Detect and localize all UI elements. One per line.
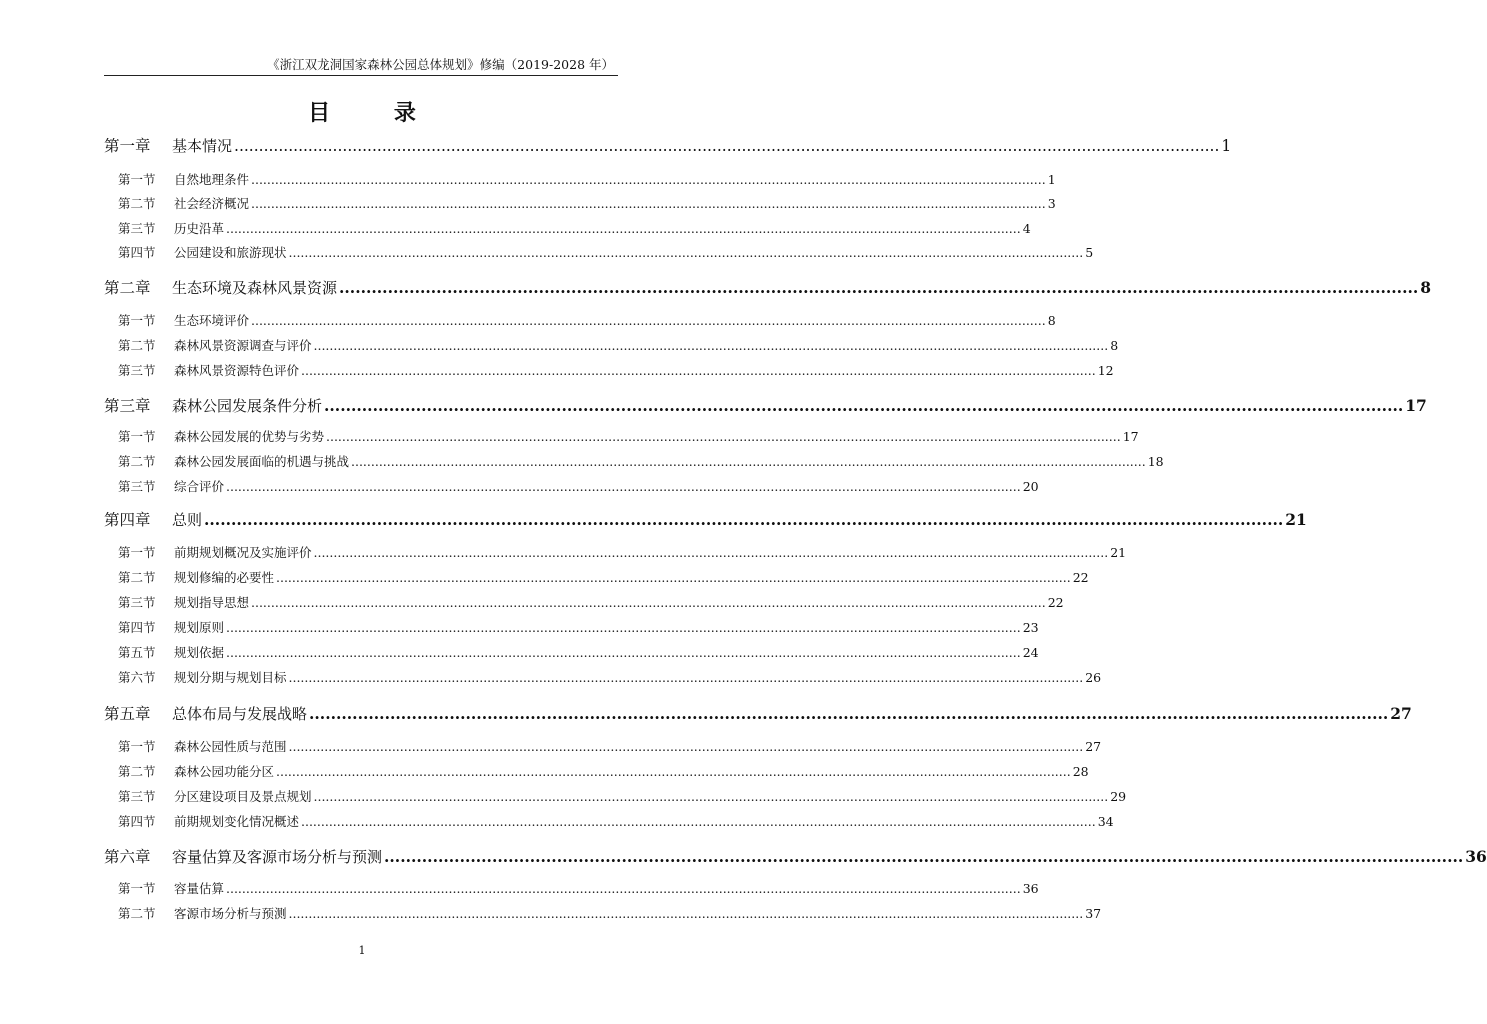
section-title: 规划指导思想 xyxy=(174,595,250,610)
toc-section-entry[interactable] xyxy=(118,568,1089,588)
section-title: 生态环境评价 xyxy=(174,313,250,328)
page-ref: 8 xyxy=(1420,278,1432,297)
dot-leader: ........................................................................................................................................................................................................ xyxy=(288,739,1084,754)
section-number: 第二节 xyxy=(118,338,156,353)
dot-leader: ........................................................................................................................................................................................................ xyxy=(288,906,1084,921)
toc-section-entry[interactable] xyxy=(118,243,1094,263)
section-title: 森林公园功能分区 xyxy=(174,764,275,779)
section-title: 森林风景资源特色评价 xyxy=(174,363,300,378)
section-number: 第四节 xyxy=(118,245,156,260)
page-ref: 28 xyxy=(1072,764,1089,779)
section-title: 前期规划概况及实施评价 xyxy=(174,545,312,560)
toc-section-entry[interactable] xyxy=(118,737,1102,757)
dot-leader: ........................................................................................................................................................................................................ xyxy=(288,670,1084,685)
dot-leader: ........................................................................................................................................................................................................ xyxy=(204,510,1284,529)
dot-leader: ........................................................................................................................................................................................................ xyxy=(276,764,1071,779)
section-title: 客源市场分析与预测 xyxy=(174,906,287,921)
dot-leader: ........................................................................................................................................................................................................ xyxy=(276,570,1071,585)
chapter-title: 森林公园发展条件分析 xyxy=(172,397,323,415)
dot-leader: ........................................................................................................................................................................................................ xyxy=(226,479,1021,494)
section-number: 第一节 xyxy=(118,313,156,328)
page-ref: 17 xyxy=(1122,429,1139,444)
page-ref: 18 xyxy=(1147,454,1164,469)
page-ref: 12 xyxy=(1097,363,1114,378)
toc-section-entry[interactable] xyxy=(118,336,1119,356)
chapter-title: 生态环境及森林风景资源 xyxy=(172,279,338,297)
section-number: 第六节 xyxy=(118,670,156,685)
section-title: 自然地理条件 xyxy=(174,172,250,187)
section-number: 第五节 xyxy=(118,645,156,660)
toc-section-entry[interactable] xyxy=(118,361,1114,381)
section-number: 第二节 xyxy=(118,570,156,585)
running-header: 《浙江双龙洞国家森林公园总体规划》修编（2019-2028 年） xyxy=(104,54,618,76)
dot-leader: ........................................................................................................................................................................................................ xyxy=(301,363,1096,378)
toc-section-entry[interactable] xyxy=(118,643,1039,663)
section-number: 第二节 xyxy=(118,764,156,779)
toc-section-entry[interactable] xyxy=(118,477,1039,497)
page-title: 目 录 xyxy=(308,101,444,126)
dot-leader: ........................................................................................................................................................................................................ xyxy=(226,645,1021,660)
dot-leader: ........................................................................................................................................................................................................ xyxy=(301,814,1096,829)
section-title: 社会经济概况 xyxy=(174,196,250,211)
section-title: 分区建设项目及景点规划 xyxy=(174,789,312,804)
page-ref: 22 xyxy=(1072,570,1089,585)
toc-section-entry[interactable] xyxy=(118,452,1164,472)
section-number: 第四节 xyxy=(118,620,156,635)
page-ref: 8 xyxy=(1047,313,1056,328)
toc-section-entry[interactable] xyxy=(118,879,1039,899)
section-title: 森林公园发展面临的机遇与挑战 xyxy=(174,454,350,469)
page-ref: 27 xyxy=(1390,704,1412,723)
section-title: 规划修编的必要性 xyxy=(174,570,275,585)
section-number: 第三节 xyxy=(118,479,156,494)
dot-leader: ........................................................................................................................................................................................................ xyxy=(251,313,1046,328)
section-number: 第一节 xyxy=(118,881,156,896)
toc-section-entry[interactable] xyxy=(118,311,1056,331)
toc-chapter-entry[interactable] xyxy=(104,394,1427,418)
dot-leader: ........................................................................................................................................................................................................ xyxy=(351,454,1146,469)
page-ref: 21 xyxy=(1110,545,1127,560)
section-title: 综合评价 xyxy=(174,479,225,494)
page-ref: 1 xyxy=(1047,172,1056,187)
page-ref: 29 xyxy=(1110,789,1127,804)
section-number: 第一节 xyxy=(118,545,156,560)
section-number: 第二节 xyxy=(118,906,156,921)
toc-chapter-entry[interactable] xyxy=(104,134,1232,158)
dot-leader: ........................................................................................................................................................................................................ xyxy=(251,595,1046,610)
dot-leader: ........................................................................................................................................................................................................ xyxy=(251,196,1046,211)
section-title: 前期规划变化情况概述 xyxy=(174,814,300,829)
section-number: 第三节 xyxy=(118,221,156,236)
dot-leader: ........................................................................................................................................................................................................ xyxy=(313,789,1109,804)
section-title: 规划分期与规划目标 xyxy=(174,670,287,685)
page-ref: 24 xyxy=(1022,645,1039,660)
dot-leader: ........................................................................................................................................................................................................ xyxy=(226,620,1021,635)
dot-leader: ........................................................................................................................................................................................................ xyxy=(324,396,1404,415)
toc-section-entry[interactable] xyxy=(118,427,1139,447)
chapter-title: 总体布局与发展战略 xyxy=(172,705,308,723)
page-ref: 5 xyxy=(1085,245,1094,260)
toc-section-entry[interactable] xyxy=(118,812,1114,832)
page-ref: 3 xyxy=(1047,196,1056,211)
dot-leader: ........................................................................................................................................................................................................ xyxy=(226,221,1021,236)
chapter-title: 基本情况 xyxy=(172,137,233,155)
dot-leader: ........................................................................................................................................................................................................ xyxy=(226,881,1021,896)
section-number: 第一节 xyxy=(118,172,156,187)
section-title: 规划原则 xyxy=(174,620,225,635)
toc-section-entry[interactable] xyxy=(118,668,1102,688)
page-ref: 22 xyxy=(1047,595,1064,610)
chapter-number: 第四章 xyxy=(104,511,151,529)
section-number: 第一节 xyxy=(118,429,156,444)
toc-section-entry[interactable] xyxy=(118,194,1056,214)
toc-section-entry[interactable] xyxy=(118,787,1127,807)
dot-leader: ........................................................................................................................................................................................................ xyxy=(384,847,1464,866)
dot-leader: ........................................................................................................................................................................................................ xyxy=(339,278,1419,297)
toc-chapter-entry[interactable] xyxy=(104,702,1412,726)
toc-section-entry[interactable] xyxy=(118,618,1039,638)
section-title: 容量估算 xyxy=(174,881,225,896)
page-number: 1 xyxy=(358,944,366,957)
dot-leader: ........................................................................................................................................................................................................ xyxy=(234,137,1220,155)
section-number: 第一节 xyxy=(118,739,156,754)
page-ref: 8 xyxy=(1110,338,1119,353)
page-ref: 37 xyxy=(1085,906,1102,921)
section-number: 第四节 xyxy=(118,814,156,829)
chapter-title: 总则 xyxy=(172,511,203,529)
page-ref: 17 xyxy=(1405,396,1427,415)
chapter-number: 第二章 xyxy=(104,279,151,297)
toc-section-entry[interactable] xyxy=(118,762,1089,782)
section-title: 历史沿革 xyxy=(174,221,225,236)
section-title: 公园建设和旅游现状 xyxy=(174,245,287,260)
section-number: 第三节 xyxy=(118,363,156,378)
page-ref: 36 xyxy=(1465,847,1487,866)
toc-chapter-entry[interactable] xyxy=(104,276,1432,300)
chapter-title: 容量估算及客源市场分析与预测 xyxy=(172,848,383,866)
toc-section-entry[interactable] xyxy=(118,170,1056,190)
toc-chapter-entry[interactable] xyxy=(104,508,1307,532)
chapter-number: 第六章 xyxy=(104,848,151,866)
page-ref: 1 xyxy=(1221,137,1232,155)
page-ref: 27 xyxy=(1085,739,1102,754)
dot-leader: ........................................................................................................................................................................................................ xyxy=(326,429,1121,444)
page-ref: 36 xyxy=(1022,881,1039,896)
chapter-number: 第一章 xyxy=(104,137,151,155)
toc-section-entry[interactable] xyxy=(118,904,1102,924)
section-title: 森林公园性质与范围 xyxy=(174,739,287,754)
dot-leader: ........................................................................................................................................................................................................ xyxy=(309,704,1389,723)
chapter-number: 第三章 xyxy=(104,397,151,415)
section-title: 规划依据 xyxy=(174,645,225,660)
dot-leader: ........................................................................................................................................................................................................ xyxy=(288,245,1084,260)
toc-chapter-entry[interactable] xyxy=(104,845,1487,869)
page-ref: 4 xyxy=(1022,221,1031,236)
section-number: 第二节 xyxy=(118,454,156,469)
toc-section-entry[interactable] xyxy=(118,543,1127,563)
page-ref: 23 xyxy=(1022,620,1039,635)
section-title: 森林公园发展的优势与劣势 xyxy=(174,429,325,444)
page-ref: 20 xyxy=(1022,479,1039,494)
toc-section-entry[interactable] xyxy=(118,219,1031,239)
chapter-number: 第五章 xyxy=(104,705,151,723)
section-number: 第三节 xyxy=(118,789,156,804)
page-ref: 21 xyxy=(1285,510,1307,529)
section-number: 第三节 xyxy=(118,595,156,610)
dot-leader: ........................................................................................................................................................................................................ xyxy=(313,545,1109,560)
page-ref: 26 xyxy=(1085,670,1102,685)
toc-section-entry[interactable] xyxy=(118,593,1064,613)
section-title: 森林风景资源调查与评价 xyxy=(174,338,312,353)
dot-leader: ........................................................................................................................................................................................................ xyxy=(313,338,1109,353)
page-ref: 34 xyxy=(1097,814,1114,829)
dot-leader: ........................................................................................................................................................................................................ xyxy=(251,172,1046,187)
section-number: 第二节 xyxy=(118,196,156,211)
